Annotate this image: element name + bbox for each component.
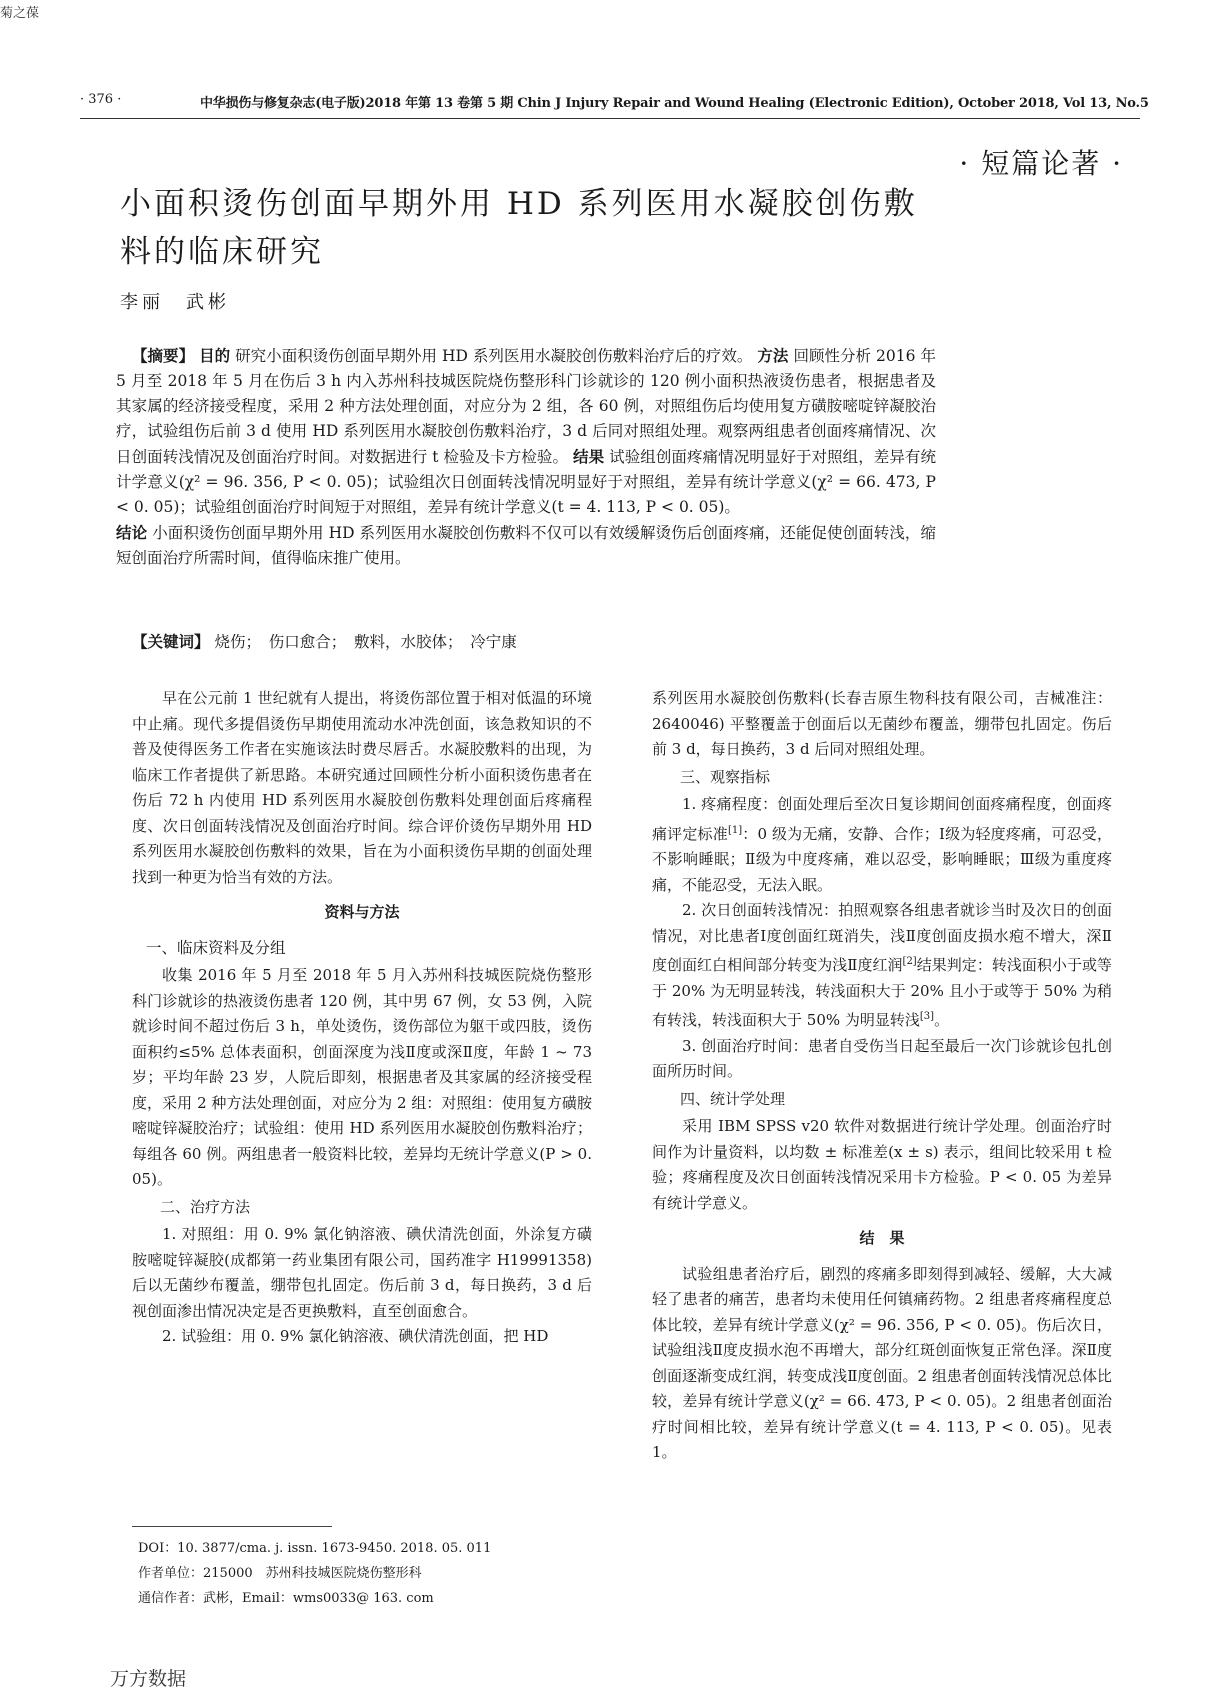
running-header bbox=[80, 92, 1149, 116]
wound-shallowing-text: 2. 次日创面转浅情况：拍照观察各组患者就诊当时及次日的创面情况，对比患者Ⅰ度创面红斑消失，浅Ⅱ度创面皮损水疱不增大，深Ⅱ度创面红白相间部分转变为浅Ⅱ度红润 bbox=[652, 901, 1112, 974]
treatment-time-paragraph: 3. 创面治疗时间：患者自受伤当日起至最后一次门诊就诊包扎创面所历时间。 bbox=[652, 1036, 1112, 1080]
corner-watermark: 菊之葆 bbox=[0, 6, 40, 21]
subheading-observation: 三、观察指标 bbox=[680, 767, 771, 786]
conclusion-label: 结论 bbox=[116, 523, 148, 542]
wanfang-watermark: 万方数据 bbox=[110, 1668, 187, 1690]
keywords-label: 【关键词】 bbox=[132, 632, 210, 651]
left-column bbox=[132, 686, 592, 1350]
objective-label: 目的 bbox=[199, 346, 231, 365]
keywords bbox=[132, 630, 517, 652]
footnote-rule bbox=[132, 1526, 332, 1527]
citation-ref: [2] bbox=[902, 956, 917, 967]
affiliation: 作者单位：215000 苏州科技城医院烧伤整形科 bbox=[138, 1566, 422, 1581]
results-paragraph: 试验组患者治疗后，剧烈的疼痛多即刻得到减轻、缓解，大大减轻了患者的痛苦，患者均未使用任何镇痛药物。2 组患者疼痛程度总体比较，差异有统计学意义(χ² = 96. 356, P < 0. 05)。伤后次日，试验组浅Ⅱ度皮损水泡不再增大，部分红斑创面恢复正常色泽。深Ⅱ度创面逐渐变成红润，转变成浅Ⅱ度创面。2 组患者创面转浅情况总体比较，差异有统计学意义(χ² = 66. 473, P < 0. 05)。2 组患者创面治疗时间相比较，差异有统计学意义(t = 4. 113, P < 0. 05)。见表 1。 bbox=[652, 1264, 1112, 1461]
pain-criteria-paragraph bbox=[652, 792, 1112, 898]
methods-label: 方法 bbox=[757, 346, 789, 365]
citation-ref: [3] bbox=[919, 1011, 935, 1022]
right-column bbox=[652, 686, 1112, 1466]
section-heading-results: 结 果 bbox=[859, 1229, 905, 1247]
abstract bbox=[116, 343, 936, 571]
citation-ref: [1] bbox=[727, 824, 743, 836]
section-heading-methods: 资料与方法 bbox=[324, 903, 400, 921]
header-rule bbox=[80, 118, 1140, 119]
page-number: · 376 · bbox=[80, 92, 122, 107]
subheading-clinical-data: 一、临床资料及分组 bbox=[146, 938, 286, 957]
clinical-data-paragraph: 收集 2016 年 5 月至 2018 年 5 月入苏州科技城医院烧伤整形科门诊就诊的热液烫伤患者 120 例，其中男 67 例，女 53 例，入院就诊时间不超过伤后 3 h，单处烫伤，烫伤部位为躯干或四肢，烫伤面积约≤5% 总体表面积，创面深度为浅Ⅱ度或深Ⅱ度，年龄 1 ~ 73 岁；平均年龄 23 岁，人院后即刻，根据患者及其家属的经济接受程度，采用 2 种方法处理创面，对应分为 2 组：对照组：使用复方磺胺嘧啶锌凝胶治疗；试验组：使用 HD 系列医用水凝胶创伤敷料治疗；每组各 60 例。两组患者一般资料比较，差异均无统计学意义(P > 0. 05)。 bbox=[132, 966, 592, 1188]
doi: DOI：10. 3877/cma. j. issn. 1673-9450. 2018. 05. 011 bbox=[138, 1541, 492, 1556]
wound-shallowing-text-cont: 结果判定：转浅面积小于或等于 20% 为无明显转浅，转浅面积大于 20% 且小于或等于 50% 为稍有转浅，转浅面积大于 50% 为明显转浅 bbox=[652, 956, 1112, 1029]
keywords-text: 烧伤； 伤口愈合； 敷料，水胶体； 冷宁康 bbox=[214, 633, 517, 651]
authors: 李丽 武彬 bbox=[120, 292, 230, 313]
article-title: 小面积烫伤创面早期外用 HD 系列医用水凝胶创伤敷料的临床研究 bbox=[120, 186, 918, 270]
subheading-treatment: 二、治疗方法 bbox=[160, 1197, 251, 1216]
subheading-statistics: 四、统计学处理 bbox=[680, 1089, 786, 1108]
correspondence: 通信作者：武彬，Email：wms0033@ 163. com bbox=[138, 1591, 434, 1606]
test-group-paragraph: 2. 试验组：用 0. 9% 氯化钠溶液、碘伏清洗创面，把 HD bbox=[162, 1327, 549, 1345]
results-text: 试验组创面疼痛情况明显好于对照组，差异有统计学意义(χ² = 96. 356, P < 0. 05)；试验组次日创面转浅情况明显好于对照组，差异有统计学意义(χ² = 66. 473, P < 0. 05)；试验组创面治疗时间短于对照组，差异有统计学意义(t = 4. 113, P < 0. 05)。 bbox=[116, 448, 936, 516]
conclusion-text: 小面积烫伤创面早期外用 HD 系列医用水凝胶创伤敷料不仅可以有效缓解烫伤后创面疼痛，还能促使创面转浅，缩短创面治疗所需时间，值得临床推广使用。 bbox=[116, 524, 936, 567]
test-group-continued: 系列医用水凝胶创伤敷料(长春吉原生物科技有限公司，吉械准注：2640046) 平整覆盖于创面后以无菌纱布覆盖，绷带包扎固定。伤后前 3 d，每日换药，3 d 后同对照组处理。 bbox=[652, 689, 1112, 758]
control-group-paragraph: 1. 对照组：用 0. 9% 氯化钠溶液、碘伏清洗创面，外涂复方磺胺嘧啶锌凝胶(成都第一药业集团有限公司，国药准字 H19991358) 后以无菌纱布覆盖，绷带包扎固定。伤后前 3 d，每日换药，3 d 后视创面渗出情况决定是否更换敷料，直至创面愈合。 bbox=[132, 1225, 592, 1320]
intro-paragraph: 早在公元前 1 世纪就有人提出，将烫伤部位置于相对低温的环境中止痛。现代多提倡烫伤早期使用流动水冲洗创面，该急救知识的不普及使得医务工作者在实施该法时费尽唇舌。水凝胶敷料的出现，为临床工作者提供了新思路。本研究通过回顾性分析小面积烫伤患者在伤后 72 h 内使用 HD 系列医用水凝胶创伤敷料处理创面后疼痛程度、次日创面转浅情况及创面治疗时间。综合评价烫伤早期外用 HD 系列医用水凝胶创伤敷料的效果，旨在为小面积烫伤早期的创面处理找到一种更为恰当有效的方法。 bbox=[132, 689, 592, 886]
footnote bbox=[138, 1536, 491, 1611]
methods-text: 回顾性分析 2016 年 5 月至 2018 年 5 月在伤后 3 h 内入苏州科技城医院烧伤整形科门诊就诊的 120 例小面积热液烫伤患者，根据患者及其家属的经济接受程度，采用 2 种方法处理创面，对应分为 2 组，各 60 例，对照组伤后均使用复方磺胺嘧啶锌凝胶治疗，试验组伤后前 3 d 使用 HD 系列医用水凝胶创伤敷料治疗，3 d 后同对照组处理。观察两组患者创面疼痛情况、次日创面转浅情况及创面治疗时间。对数据进行 t 检验及卡方检验。 bbox=[116, 347, 936, 466]
wound-shallowing-paragraph bbox=[652, 898, 1112, 1034]
journal-citation: 中华损伤与修复杂志(电子版)2018 年第 13 卷第 5 期 Chin J Injury Repair and Wound Healing (Electronic Edition), October 2018, Vol 13, No.5 bbox=[200, 96, 1149, 111]
pain-criteria-text-cont: ：0 级为无痛，安静、合作；Ⅰ级为轻度疼痛，可忍受，不影响睡眠；Ⅱ级为中度疼痛，难以忍受，影响睡眠；Ⅲ级为重度疼痛，不能忍受，无法入眠。 bbox=[652, 824, 1112, 894]
section-tag: · 短篇论著 · bbox=[959, 147, 1123, 180]
results-label: 结果 bbox=[573, 447, 605, 466]
abstract-label: 【摘要】 bbox=[132, 346, 195, 365]
statistics-paragraph: 采用 IBM SPSS v20 软件对数据进行统计学处理。创面治疗时间作为计量资料，以均数 ± 标准差(x ± s) 表示，组间比较采用 t 检验；疼痛程度及次日创面转浅情况采用卡方检验。P < 0. 05 为差异有统计学意义。 bbox=[652, 1117, 1112, 1212]
wound-shallowing-end: 。 bbox=[934, 1011, 950, 1029]
objective-text: 研究小面积烫伤创面早期外用 HD 系列医用水凝胶创伤敷料治疗后的疗效。 bbox=[235, 347, 753, 365]
pain-criteria-text: 1. 疼痛程度：创面处理后至次日复诊期间创面疼痛程度，创面疼痛评定标准 bbox=[652, 795, 1112, 843]
